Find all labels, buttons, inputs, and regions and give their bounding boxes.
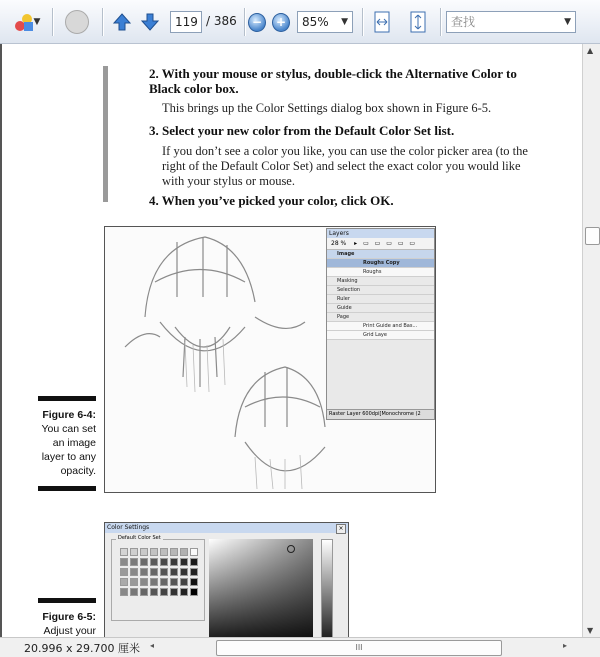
color-swatch[interactable] [130,548,138,556]
fit-width-button[interactable] [370,8,394,36]
caption-rule-bottom [38,486,96,491]
color-swatch[interactable] [140,558,148,566]
layer-row[interactable]: Image [327,250,434,259]
figure-6-4-caption [0,408,96,478]
zoom-value: 85% [302,15,329,29]
color-swatch[interactable] [150,588,158,596]
color-swatch[interactable] [150,548,158,556]
previous-page-button[interactable] [110,8,134,36]
vertical-scrollbar[interactable] [582,44,600,637]
zoom-in-icon: + [272,13,290,32]
zoom-out-button[interactable] [248,8,266,36]
layer-row[interactable]: Masking [327,277,434,286]
snapshot-icon [65,10,89,34]
figure-6-5-image [104,522,349,637]
color-swatch[interactable] [170,578,178,586]
color-swatch[interactable] [130,558,138,566]
figure-6-4-image [104,226,436,493]
color-swatch[interactable] [160,558,168,566]
color-swatch-grid[interactable] [120,548,200,596]
fit-page-button[interactable] [406,8,430,36]
arrow-down-icon [140,12,160,32]
search-placeholder: 查找 [451,15,476,29]
color-swatch[interactable] [190,558,198,566]
status-bar [0,637,600,657]
layer-row[interactable]: Print Guide and Bas... [327,322,434,331]
color-swatch[interactable] [170,568,178,576]
color-swatch[interactable] [140,588,148,596]
vertical-scroll-thumb[interactable] [585,227,600,245]
sketch-illustration [105,227,327,492]
zoom-in-button[interactable] [272,8,290,36]
color-picker-area[interactable] [209,539,313,637]
color-swatch[interactable] [190,588,198,596]
layers-panel-title: Layers [327,229,434,238]
toolbar [0,0,600,44]
color-swatch[interactable] [160,548,168,556]
caption-line: Adjust your [43,625,96,637]
layer-row[interactable]: Guide [327,304,434,313]
layer-status: Raster Layer 600dpi[Monochrome (2 [327,409,434,419]
layer-row[interactable]: Grid Laye [327,331,434,340]
caption-rule-top [38,396,96,401]
color-swatch[interactable] [180,548,188,556]
caption-line: You can set [41,423,96,435]
step-4-text: 4. When you’ve picked your color, click OK. [149,193,394,208]
color-swatch[interactable] [140,548,148,556]
color-swatch[interactable] [140,568,148,576]
color-dialog-title: Color Settings [105,523,348,533]
color-swatch[interactable] [150,568,158,576]
color-swatch[interactable] [170,558,178,566]
color-swatch[interactable] [140,578,148,586]
horizontal-scroll-thumb[interactable]: III [216,640,502,656]
chevron-down-icon: ▼ [564,17,571,27]
chevron-down-icon: ▼ [33,17,41,27]
step-2-description: This brings up the Color Settings dialog box shown in Figure 6-5. [162,101,492,115]
snapshot-button[interactable] [60,8,94,36]
color-swatch[interactable] [180,578,188,586]
color-swatch[interactable] [120,578,128,586]
figure-6-5-title: Figure 6-5: [42,611,96,623]
figure-6-5-caption [0,610,96,637]
color-swatch[interactable] [120,568,128,576]
layer-row[interactable]: Roughs [327,268,434,277]
color-swatch[interactable] [190,578,198,586]
color-swatch[interactable] [190,568,198,576]
layer-opacity[interactable] [327,238,434,250]
step-2-text: 2. With your mouse or stylus, double-click the Alternative Color to Black color box. [149,66,517,96]
caption-rule-top-2 [38,598,96,603]
step-3-text: 3. Select your new color from the Default Color Set list. [149,123,455,138]
select-tool-dropdown[interactable] [8,8,46,36]
color-swatch[interactable] [130,588,138,596]
color-swatch[interactable] [180,568,188,576]
figure-6-4-title: Figure 6-4: [42,409,96,421]
arrow-up-icon [112,12,132,32]
search-input[interactable] [446,11,576,33]
color-swatch[interactable] [180,588,188,596]
color-swatch[interactable] [160,568,168,576]
scroll-down-icon[interactable]: ▼ [587,626,594,635]
color-swatch[interactable] [170,588,178,596]
color-swatch[interactable] [150,578,158,586]
close-icon[interactable]: × [336,524,346,534]
color-swatch[interactable] [170,548,178,556]
color-swatch[interactable] [120,558,128,566]
layers-panel [326,228,435,420]
brightness-slider[interactable] [321,539,333,637]
default-color-set-group [111,535,205,621]
document-view[interactable] [0,44,582,637]
fit-page-icon [409,11,427,33]
select-tool-icon [14,12,34,32]
caption-line: opacity. [60,465,96,477]
scroll-up-icon[interactable]: ▲ [587,46,594,55]
caption-line: layer to any [41,451,96,463]
default-color-set-label: Default Color Set [118,535,161,541]
color-swatch[interactable] [180,558,188,566]
page-total-label: / 386 [206,14,237,28]
layer-row[interactable]: Ruler [327,295,434,304]
picker-cursor-icon[interactable] [287,545,295,553]
page-edge [0,44,2,637]
color-swatch[interactable] [150,558,158,566]
chevron-down-icon: ▼ [341,17,348,27]
scroll-left-icon[interactable]: ◂ [150,641,155,650]
color-swatch[interactable] [130,578,138,586]
layer-opacity-value: 28 % [331,240,347,247]
color-swatch[interactable] [190,548,198,556]
next-page-button[interactable] [138,8,162,36]
color-swatch[interactable] [120,548,128,556]
layer-tools-icon: ▸ ▭ ▭ ▭ ▭ ▭ [354,240,418,247]
page-size-label: 20.996 x 29.700 厘米 [24,642,140,655]
sidebar-rule [103,66,108,202]
color-swatch[interactable] [120,588,128,596]
color-swatch[interactable] [160,588,168,596]
layer-row[interactable]: Selection [327,286,434,295]
page-number-input[interactable]: 119 [170,11,202,33]
color-swatch[interactable] [160,578,168,586]
scroll-right-icon[interactable]: ▸ [563,641,568,650]
color-swatch[interactable] [130,568,138,576]
zoom-select[interactable] [297,11,353,33]
step-3-description: If you don’t see a color you like, you can use the color picker area (to the right of the Default Color Set) and select the exact color you would like with your stylus or mouse. [162,144,528,188]
layer-row[interactable]: Roughs Copy [327,259,434,268]
layer-row[interactable]: Page [327,313,434,322]
zoom-out-icon: − [248,13,266,32]
caption-line: an image [52,437,96,449]
fit-width-icon [373,11,391,33]
